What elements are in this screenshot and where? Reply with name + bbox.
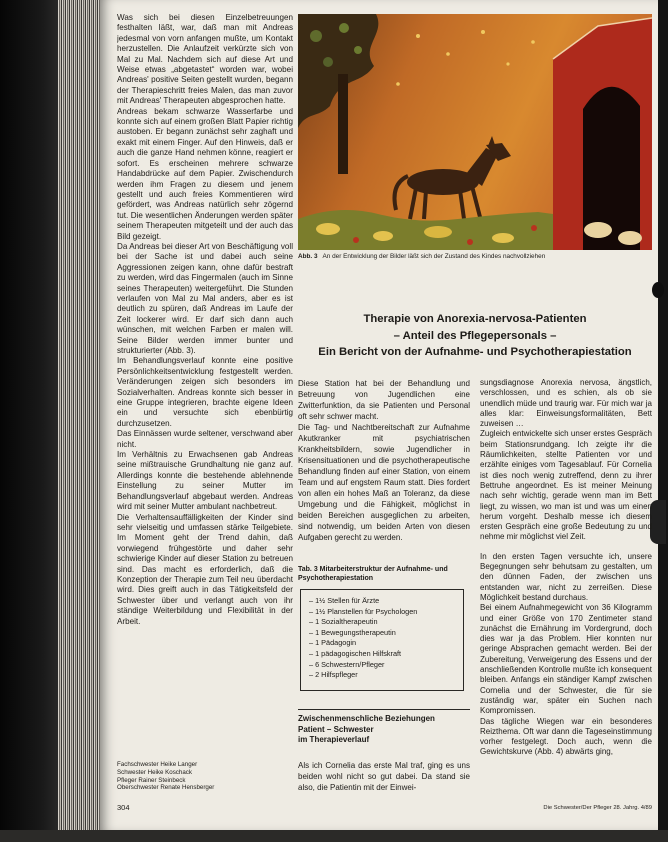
body-paragraph: Im Behandlungsverlauf konnte eine positive Persönlichkeitsentwicklung festgestellt werden. Veränderungen zeigen sich besonders im Sozialverhalten. Andreas konnte sich besser in eine Gruppe integrieren, brachte eigene Ideen ein und versuchte sich ebenbürtig durchzusetzen. (117, 356, 293, 428)
body-paragraph: Das Einnässen wurde seltener, verschwand aber nicht. (117, 429, 293, 449)
bottom-shadow (0, 830, 668, 842)
title-line: – Anteil des Pflegepersonals – (393, 329, 557, 342)
table-item: – 1½ Stellen für Ärzte (309, 596, 380, 605)
section-heading-line: im Therapieverlauf (298, 735, 370, 744)
section-heading-line: Patient – Schwester (298, 724, 374, 734)
page-tab-marker (652, 282, 664, 298)
section-paragraph: Als ich Cornelia das erste Mal traf, ging es uns beiden wohl nicht so gut dabei. Da stand sie also, die Patientin mit der Einwei- (298, 761, 470, 792)
figure-caption-label: Abb. 3 (298, 253, 318, 260)
section-heading (298, 709, 470, 746)
page-edges (58, 0, 102, 842)
body-paragraph: Im Verhältnis zu Erwachsenen gab Andreas seine mißtrauische Grundhaltung nie ganz auf. Allerdings konnte die bestehende ablehnende Einstellung zu seiner Mutter im Behandlungsverlauf abgebaut werden. Andreas wird mit seiner Mutter ambulant nachbetreut. (117, 450, 293, 512)
figure-caption (298, 253, 652, 261)
table-item: – 1 pädagogischen Hilfskraft (309, 648, 402, 658)
author-list (117, 761, 287, 792)
article-title (298, 311, 652, 361)
table-caption (298, 565, 466, 583)
author-name: Pfleger Rainer Steinbeck (117, 776, 186, 784)
body-paragraph: In den ersten Tagen versuchte ich, unsere Begegnungen sehr behutsam zu gestalten, um den dünnen Faden, der zwischen uns entstanden war, nicht zu zerreißen. Diese Möglichkeit bestand durchaus. (480, 551, 652, 602)
figure-caption-text: An der Entwicklung der Bilder läßt sich der Zustand des Kindes nachvollziehen (322, 253, 546, 260)
middle-text-column (298, 378, 470, 558)
table-item: – 6 Schwestern/Pfleger (309, 659, 385, 669)
body-paragraph: Bei einem Aufnahmegewicht von 36 Kilogramm und einer Größe von 170 Zentimeter stand zunächst die Ernährung im Vordergrund, doch dies war ja das Problem. Hier konnten nur geringe Absprachen gemacht werden. Bei der Zubereitung, Verweigerung des Essens und der anschließenden Kontrolle mußte ich konsequent bleiben. Anfangs ein ständiger Kampf zwischen Cornelia und der Schwester, die für sie zuständig war, später ein Suchen nach Kompromissen. (480, 603, 652, 716)
author-name: Schwester Heike Koschack (117, 768, 192, 776)
body-paragraph: Die Verhaltensauffälligkeiten der Kinder sind sehr vielseitig und umfassen stärke Teilgebiete. Im Moment geht der Trend dahin, daß vorwiegend frühgestörte und daher sehr schwierige Kinder auf dieser Station zu betreuen sind. Das macht es erforderlich, daß die Konzeption der Therapie zum Teil neu überdacht wird. Dies greift auch in das Tätigkeitsfeld der Schwester über und verlangt auch von ihr ständige Weiterbildung und Flexibilität in der Arbeit. (117, 512, 293, 626)
page-tab-marker (650, 500, 666, 544)
title-line: Ein Bericht von der Aufnahme- und Psychotherapiestation (318, 346, 632, 358)
table-caption-text: Mitarbeiterstruktur der Aufnahme- und Psychotherapiestation (298, 566, 448, 582)
figure-painting (298, 14, 652, 250)
book-spine (0, 0, 60, 842)
page-number: 304 (117, 803, 130, 812)
table-caption-label: Tab. 3 (298, 566, 318, 573)
journal-footer: Die Schwester/Der Pfleger 28. Jahrg. 4/89 (543, 805, 652, 811)
left-text-column (117, 13, 293, 753)
body-paragraph: Das tägliche Wiegen war ein besonderes Reizthema. Oft war dann die Tageseinstimmung vorher festgelegt. Doch auch, wenn die Gewichtskurve (Abb. 4) abwärts ging, (480, 716, 652, 757)
author-name: Oberschwester Renate Hensberger (117, 784, 215, 792)
red-barn (553, 18, 652, 250)
table-item: – 2 Hilfspfleger (309, 670, 358, 680)
body-paragraph: Diese Station hat bei der Behandlung und Betreuung von Jugendlichen eine Zwitterfunktion, da sie Patienten und Personal oft sehr schwer macht. (298, 379, 470, 421)
body-paragraph: Da Andreas bei dieser Art von Beschäftigung voll bei der Sache ist und dabei auch seine Aggressionen zeigen kann, ohne dafür bestraft zu werden, wird das Fingermalen (auch im Sinne seines Therapeuten) weitergeführt. Die Stunden verlaufen von Mal zu Mal anders, aber es ist deutlich zu spüren, daß Andreas im Laufe der Zeit lockerer wird. Er darf sich dann auch wünschen, mit welchen Farben er malen will. Seine Bilder werden immer bunter und strukturierter (Abb. 3). (117, 241, 293, 355)
body-paragraph: sungsdiagnose Anorexia nervosa, ängstlich, verschlossen, und es schien, als ob sie unendlich müde und traurig war. Für mich war ja alles klar: Einweisungsformalitäten, Bett zuweisen … (480, 378, 652, 429)
body-paragraph: Zugleich entwickelte sich unser erstes Gespräch beim Stationsrundgang. Ich zeigte ihr die Räumlichkeiten, stellte Patienten vor und erzählte einiges vom Tagesablauf. Für Cornelia ist dies noch wenig zutreffend, denn zu ihrer Bettruhe angeordnet. Es ist meiner Meinung nach sehr wichtig, gerade wenn man im Bett liegt, zu wissen, wo man ist und was um einen herum vorgeht. Deshalb messe ich diesem ersten Gespräch eine große Bedeutung zu und nehme mir möglichst viel Zeit. (480, 429, 652, 542)
staff-table (300, 589, 464, 691)
table-item: – 1 Pädagogin (309, 638, 357, 648)
child-painting (298, 14, 652, 250)
table-item: – 1 Bewegungstherapeutin (309, 627, 396, 637)
table-item: – 1½ Planstellen für Psychologen (309, 606, 418, 616)
body-paragraph: Was sich bei diesen Einzelbetreuungen festhalten läßt, war, daß man mit Andreas jedesmal von vorn anfangen mußte, um Kontakt herzustellen. Die Anlaufzeit verkürzte sich von Mal zu Mal. Nachdem sich auf diese Art und Weise etwas „abgetastet“ worden war, wobei Andreas' positive Seiten gestellt wurden, begann der Therapieschritt freies Malen, das man zuvor mit Andreas' Therapeuten abgesprochen hatte. (117, 13, 293, 106)
body-paragraph: Andreas bekam schwarze Wasserfarbe und konnte sich auf einem großen Blatt Papier richtig austoben. Er begann zunächst sehr zaghaft und exakt mit einem Finger. Auf den Hinweis, daß er auch die ganze Hand nehmen könne, reagiert er sofort. Es erscheinen mehrere schwarze Handabdrücke auf dem Papier. Zwischendurch werden ihm Fragen zu diesem und jenem gestellt und auch freies Kommentieren wird gefördert, was Andreas natürlich sehr zögernd tut. Die wesentlichen Änderungen werden später seinem Therapeuten mitgeteilt und der auch das Bild gezeigt. (117, 106, 293, 241)
body-paragraph: Die Tag- und Nachtbereitschaft zur Aufnahme Akutkranker mit psychiatrischen Krankheitsbildern, sowie Jugendlicher in Krisensituationen und die psychotherapeutische Behandlung finden auf einer Station, von einem Team und auf engstem Raum statt. Dies fordert von allen ein hohes Maß an Toleranz, da diese Umgebung und die Fähigkeit, möglichst in beiden Bereichen ausgeglichen zu arbeiten, sind notwendig, um beiden Arten von diesen Aufgaben gerecht zu werden. (298, 423, 470, 542)
section-heading-line: Zwischenmenschliche Beziehungen (298, 714, 435, 723)
table-item: – 1 Sozialtherapeutin (309, 617, 378, 627)
author-name: Fachschwester Heike Langer (117, 761, 198, 768)
title-line: Therapie von Anorexia-nervosa-Patienten (363, 313, 587, 325)
right-text-column (480, 378, 652, 802)
